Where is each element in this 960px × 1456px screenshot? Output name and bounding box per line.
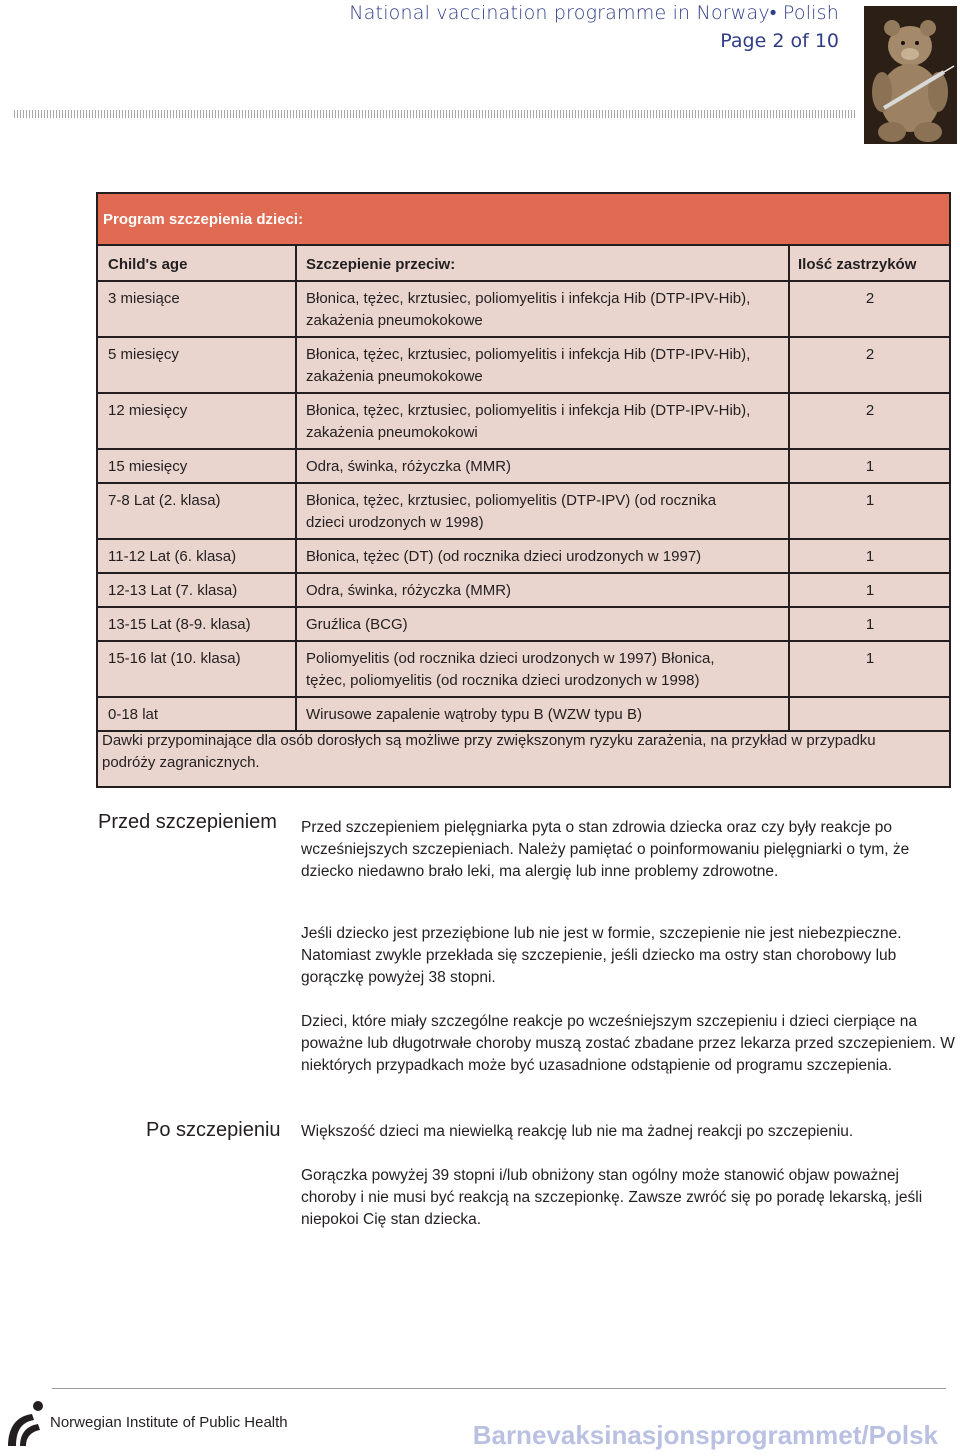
before-paragraph: Jeśli dziecko jest przeziębione lub nie jest w formie, szczepienie nie jest niebezpieczne. Natomiast zwykle przekłada się szczepienie, jeśli dziecko ma ostry stan chorobowy lub gorączkę powyżej 38 stopni. <box>301 925 902 986</box>
table-row-age: 0-18 lat <box>108 706 159 723</box>
table-row-age: 5 miesięcy <box>108 346 179 363</box>
table-row-age: 3 miesiące <box>108 290 180 307</box>
table-row-age: 12-13 Lat (7. klasa) <box>108 582 238 599</box>
table-row-vaccine: Błonica, tężec, krztusiec, poliomyelitis (DTP-IPV) (od rocznika dzieci urodzonych w 1998) <box>306 492 717 531</box>
table-row-vaccine: Błonica, tężec, krztusiec, poliomyelitis i infekcja Hib (DTP-IPV-Hib), zakażenia pneumokokowe <box>306 346 751 385</box>
table-row-doses: 1 <box>865 582 875 599</box>
teddy-bear-photo <box>864 6 957 144</box>
program-name: Barnevaksinasjonsprogrammet/Polsk <box>472 1420 938 1450</box>
table-row-age: 15-16 lat (10. klasa) <box>108 650 241 667</box>
table-row-doses: 1 <box>865 616 875 633</box>
table-row-vaccine: Odra, świnka, różyczka (MMR) <box>306 458 512 475</box>
header-divider <box>14 110 857 118</box>
table-row-doses: 2 <box>865 402 875 419</box>
column-header-age: Child's age <box>108 256 188 273</box>
table-row-vaccine: Wirusowe zapalenie wątroby typu B (WZW typu B) <box>306 706 642 723</box>
footer-divider <box>52 1388 946 1389</box>
after-paragraph: Gorączka powyżej 39 stopni i/lub obniżony stan ogólny może stanowić objaw poważnej choroby i nie musi być reakcją na szczepionkę. Zawsze zwróć się po poradę lekarską, jeśli niepokoi Cię stan dziecka. <box>301 1167 923 1228</box>
table-row-vaccine: Poliomyelitis (od rocznika dzieci urodzonych w 1997) Błonica, tężec, poliomyelitis (od rocznika dzieci urodzonych w 1998) <box>306 650 715 689</box>
institute-logo-icon <box>2 1398 48 1450</box>
institute-name: Norwegian Institute of Public Health <box>50 1414 288 1431</box>
after-paragraph: Większość dzieci ma niewielką reakcję lub nie ma żadnej reakcji po szczepieniu. <box>301 1123 854 1140</box>
column-header-vaccine: Szczepienie przeciw: <box>306 256 456 273</box>
column-header-doses: Ilość zastrzyków <box>798 256 917 273</box>
page-number: Page 2 of 10 <box>720 30 839 52</box>
table-row-doses: 2 <box>865 346 875 363</box>
row-divider <box>98 640 949 642</box>
row-divider <box>98 336 949 338</box>
row-divider <box>98 572 949 574</box>
row-divider <box>98 448 949 450</box>
row-divider <box>98 538 949 540</box>
document-title: National vaccination programme in Norway• Polish <box>349 2 839 24</box>
table-row-doses: 1 <box>865 492 875 509</box>
table-note: Dawki przypominające dla osób dorosłych są możliwe przy zwiększonym ryzyku zarażenia, na przykład w przypadku podróży zagranicznych. <box>102 732 876 771</box>
table-title: Program szczepienia dzieci: <box>103 211 304 228</box>
table-row-age: 11-12 Lat (6. klasa) <box>108 548 237 565</box>
row-divider <box>98 696 949 698</box>
section-title-after: Po szczepieniu <box>146 1119 281 1141</box>
table-row-doses: 1 <box>865 458 875 475</box>
vaccination-schedule-table <box>96 192 951 788</box>
table-row-vaccine: Gruźlica (BCG) <box>306 616 408 633</box>
row-divider <box>98 606 949 608</box>
row-divider <box>98 280 949 282</box>
table-row-age: 15 miesięcy <box>108 458 188 475</box>
table-row-age: 13-15 Lat (8-9. klasa) <box>108 616 251 633</box>
table-row-vaccine: Odra, świnka, różyczka (MMR) <box>306 582 512 599</box>
before-paragraph: Przed szczepieniem pielęgniarka pyta o stan zdrowia dziecka oraz czy były reakcje po wcześniejszych szczepieniach. Należy pamiętać o poinformowaniu pielęgniarki o tym, że dziecko niedawno brało leki, ma alergię lub inne problemy zdrowotne. <box>301 819 910 880</box>
table-row-vaccine: Błonica, tężec, krztusiec, poliomyelitis i infekcja Hib (DTP-IPV-Hib), zakażenia pneumokokowi <box>306 402 751 441</box>
row-divider <box>98 482 949 484</box>
table-row-doses: 2 <box>865 290 875 307</box>
before-paragraph: Dzieci, które miały szczególne reakcje po wcześniejszym szczepieniu i dzieci cierpiące na poważne lub długotrwałe choroby muszą zostać zbadane przez lekarza przed szczepieniem. W niektórych przypadkach może być uzasadnione odstąpienie od programu szczepienia. <box>301 1013 955 1074</box>
row-divider <box>98 392 949 394</box>
table-row-vaccine: Błonica, tężec, krztusiec, poliomyelitis i infekcja Hib (DTP-IPV-Hib), zakażenia pneumokokowe <box>306 290 751 329</box>
table-row-doses: 1 <box>865 650 875 667</box>
table-row-doses: 1 <box>865 548 875 565</box>
table-title-bar <box>98 194 949 246</box>
table-row-age: 7-8 Lat (2. klasa) <box>108 492 221 509</box>
section-title-before: Przed szczepieniem <box>98 811 277 833</box>
column-divider <box>295 246 297 732</box>
table-row-vaccine: Błonica, tężec (DT) (od rocznika dzieci urodzonych w 1997) <box>306 548 702 565</box>
table-row-age: 12 miesięcy <box>108 402 188 419</box>
